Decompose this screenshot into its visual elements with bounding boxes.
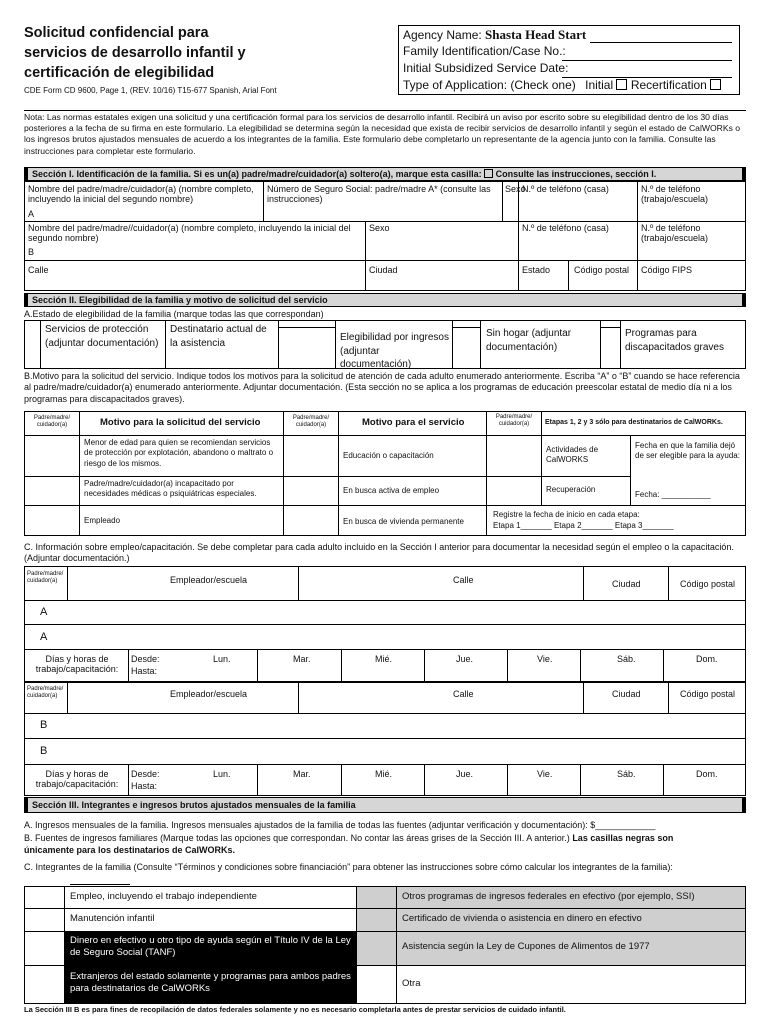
section2-a-label: A.Estado de elegibilidad de la familia (marque todas las que correspondan) <box>24 309 324 319</box>
household-size-field[interactable] <box>70 884 130 885</box>
form-title-line2: servicios de desarrollo infantil y <box>24 45 246 61</box>
form-title-line1: Solicitud confidencial para <box>24 25 209 41</box>
source-state-only[interactable]: Extranjeros del estado solamente y programas para ambos padres para destinatarios de CalWORKs <box>70 971 351 995</box>
reason-seeking-housing[interactable]: En busca de vivienda permanente <box>343 517 464 526</box>
ciudad-label: Ciudad <box>369 265 398 275</box>
application-type-label: Type of Application: (Check one) <box>403 78 576 92</box>
phone-home-label-b: N.º de teléfono (casa) <box>522 223 609 233</box>
zip-label-a: Código postal <box>680 579 736 589</box>
recert-label: Recertification <box>630 78 707 92</box>
section1-heading: Sección I. Identificación de la familia. Si es un(a) padre/madre/cuidador(a) soltero(a), marque esta casilla: Consulte las instrucciones, sección I. <box>24 167 746 181</box>
parent-a-name-label: Nombre del padre/madre/cuidador(a) (nombre completo, incluyendo la inicial del segundo nombre) <box>28 184 254 205</box>
reason-education[interactable]: Educación o capacitación <box>343 451 434 460</box>
section3-b-label: B. Fuentes de ingresos familiares (Marque todas las opciones que correspondan. No contar las áreas grises de la Sección III. A anterior.) Las casillas negras son únicamente para los destinatarios de CalWORKs. <box>24 833 674 855</box>
days-hours-label-a: Días y horas de trabajo/capacitación: <box>35 654 119 675</box>
to-label-b: Hasta: <box>131 781 158 791</box>
sexo-label-b: Sexo <box>369 223 390 233</box>
section2-c-label: C. Información sobre empleo/capacitación. Se debe completar para cada adulto incluido en la Sección I anterior para documentar la necesidad según el empleo o la capacitación. (Adjuntar documentación.) <box>24 542 734 564</box>
col-parent-header-1: Padre/madre/ cuidador(a) <box>33 415 71 428</box>
stage-dates[interactable]: Etapa 1_______ Etapa 2_______ Etapa 3_______ <box>493 521 674 530</box>
section2-b-label: B.Motivo para la solicitud del servicio. Indique todos los motivos para la solicitud de atención de cada adulto enumerado anteriormente. Escriba “A” o “B” cuando se hace referencia al padre/madre/cuidador(a) enumerado anteriormente. Adjuntar documentación. (Esta sección no se aplica a los programas de educación preescolar estatal de medio día ni a los programas para discapacitados graves). <box>24 371 740 404</box>
col-motivo-header-2: Motivo para el servicio <box>362 417 465 428</box>
day-wed-a: Mié. <box>375 654 393 664</box>
section3-c-label: C. Integrantes de la familia (Consulte “Términos y condiciones sobre financiación” para obtener las instrucciones sobre cómo calcular los integrantes de la familia): <box>24 862 673 872</box>
date-left-aid-field[interactable]: Fecha: ___________ <box>635 490 711 499</box>
phone-work-label-a: N.º de teléfono (trabajo/escuela) <box>641 184 709 205</box>
calworks-activities[interactable]: Actividades de CalWORKS <box>546 445 599 465</box>
section2-heading: Sección II. Elegibilidad de la familia y motivo de solicitud del servicio <box>24 293 746 307</box>
section3-heading: Sección III. Integrantes e ingresos brutos ajustados mensuales de la familia <box>24 797 746 813</box>
day-sat-a: Sáb. <box>617 654 636 664</box>
option-income-eligible[interactable]: Elegibilidad por ingresos (adjuntar documentación) <box>340 332 449 370</box>
day-mon-a: Lun. <box>213 654 231 664</box>
agency-label: Agency Name: <box>403 28 482 42</box>
employment-letter-b1: B <box>40 719 48 731</box>
parent-b-name-label: Nombre del padre/madre//cuidador(a) (nombre completo, incluyendo la inicial del segundo nombre) <box>28 223 351 244</box>
initial-checkbox[interactable] <box>616 79 627 90</box>
option-protective-services[interactable]: Servicios de protección (adjuntar documentación) <box>45 324 159 349</box>
option-current-aid[interactable]: Destinatario actual de la asistencia <box>170 324 267 349</box>
estado-label: Estado <box>522 265 551 275</box>
source-tanf[interactable]: Dinero en efectivo u otro tipo de ayuda según el Título IV de la Ley de Seguro Social (TANF) <box>70 935 351 959</box>
source-other[interactable]: Otra <box>402 978 421 989</box>
to-label-a: Hasta: <box>131 666 158 676</box>
nota-text: Nota: Las normas estatales exigen una solicitud y una certificación formal para los servicios de desarrollo infantil. Recibirá un aviso por escrito sobre su elegibilidad dentro de los 30 días posteriores a la fecha de su firma en este formulario. La elegibilidad se determina según la necesidad que exista de recibir servicios de desarrollo infantil y según el estado de CalWORKs o los ingresos brutos ajustados mensuales de acuerdo a los integrantes de la familia. Este formulario debe completarlo un representante de la agencia junto con la familia. Consulte las instrucciones para completar este formulario. <box>24 112 741 156</box>
day-sun-a: Dom. <box>696 654 718 664</box>
phone-work-label-b: N.º de teléfono (trabajo/escuela) <box>641 223 709 244</box>
col-stages-header: Etapas 1, 2 y 3 sólo para destinatarios de CalWORKs. <box>545 419 723 426</box>
employer-label-b: Empleador/escuela <box>170 689 248 699</box>
street-label-b: Calle <box>453 689 474 699</box>
ssn-label: Número de Seguro Social: padre/madre A* (consulte las instrucciones) <box>267 184 491 205</box>
parent-a-letter: A <box>28 209 35 219</box>
from-label-a: Desde: <box>131 654 160 664</box>
single-parent-checkbox[interactable] <box>484 169 493 178</box>
day-tue-b: Mar. <box>293 769 311 779</box>
employment-letter-b2: B <box>40 745 48 757</box>
employment-letter-a1: A <box>40 606 48 618</box>
reason-protective[interactable]: Menor de edad para quien se recomiendan servicios de protección por explotación, abandono o maltrato o riesgo de los mismos. <box>84 438 274 468</box>
employer-label-a: Empleador/escuela <box>170 575 248 585</box>
agency-value[interactable]: Shasta Head Start <box>485 27 587 42</box>
day-fri-b: Vie. <box>537 769 553 779</box>
section3-a-label[interactable]: A. Ingresos mensuales de la familia. Ingresos mensuales ajustados de la familia de todas las fuentes (adjuntar verificación y documentación): $____________ <box>24 820 656 830</box>
calle-label: Calle <box>28 265 49 275</box>
source-food-stamps[interactable]: Asistencia según la Ley de Cupones de Alimentos de 1977 <box>402 941 650 952</box>
col-motivo-header-1: Motivo para la solicitud del servicio <box>100 417 261 428</box>
family-id-field[interactable] <box>562 60 732 61</box>
day-thu-b: Jue. <box>456 769 474 779</box>
col-parent-header-2: Padre/madre/ cuidador(a) <box>292 415 330 428</box>
day-fri-a: Vie. <box>537 654 553 664</box>
emp-parent-header-a: Padre/madre/ cuidador(a) <box>27 571 64 584</box>
codigo-fips-label: Código FIPS <box>641 265 693 275</box>
city-label-a: Ciudad <box>612 579 641 589</box>
source-federal-cash[interactable]: Otros programas de ingresos federales en efectivo (por ejemplo, SSI) <box>402 891 695 902</box>
city-label-b: Ciudad <box>612 689 641 699</box>
recert-checkbox[interactable] <box>710 79 721 90</box>
initial-label: Initial <box>585 78 614 92</box>
parent-b-letter: B <box>28 247 35 257</box>
col-parent-header-3: Padre/madre/ cuidador(a) <box>495 414 533 427</box>
stage-register-label: Registre la fecha de inicio en cada etapa: <box>493 510 640 519</box>
form-id: CDE Form CD 9600, Page 1, (REV. 10/16) T15-677 Spanish, Arial Font <box>24 86 277 95</box>
family-id-label: Family Identification/Case No.: <box>403 44 566 58</box>
source-child-support[interactable]: Manutención infantil <box>70 913 155 924</box>
from-label-b: Desde: <box>131 769 160 779</box>
codigo-postal-label: Código postal <box>574 265 630 275</box>
day-thu-a: Jue. <box>456 654 474 664</box>
option-severely-handicapped[interactable]: Programas para discapacitados graves <box>625 328 724 353</box>
sexo-label-a: Sexo <box>505 184 526 194</box>
phone-home-label-a: N.º de teléfono (casa) <box>522 184 609 194</box>
source-employment[interactable]: Empleo, incluyendo el trabajo independiente <box>70 891 257 902</box>
street-label-a: Calle <box>453 575 474 585</box>
day-tue-a: Mar. <box>293 654 311 664</box>
employment-letter-a2: A <box>40 631 48 643</box>
form-title-line3: certificación de elegibilidad <box>24 65 215 81</box>
emp-parent-header-b: Padre/madre/ cuidador(a) <box>27 686 64 699</box>
reason-employed[interactable]: Empleado <box>84 516 121 525</box>
day-sun-b: Dom. <box>696 769 718 779</box>
service-date-label: Initial Subsidized Service Date: <box>403 61 569 75</box>
source-housing[interactable]: Certificado de vivienda o asistencia en dinero en efectivo <box>402 913 642 924</box>
day-wed-b: Mié. <box>375 769 393 779</box>
section3-footer: La Sección III B es para fines de recopilación de datos federales solamente y no es necesario completarla antes de prestar servicios de cuidado infantil. <box>24 1005 566 1014</box>
days-hours-label-b: Días y horas de trabajo/capacitación: <box>35 769 119 790</box>
reason-incapacitated[interactable]: Padre/madre/cuidador(a) incapacitado por necesidades médicas o psiquiátricas especiales. <box>84 479 257 499</box>
zip-label-b: Código postal <box>680 689 736 699</box>
option-homeless[interactable]: Sin hogar (adjuntar documentación) <box>486 328 572 353</box>
date-left-aid: Fecha en que la familia dejó de ser elegible para la ayuda: <box>635 441 740 461</box>
day-sat-b: Sáb. <box>617 769 636 779</box>
recuperacion[interactable]: Recuperación <box>546 485 596 494</box>
reason-seeking-employment[interactable]: En busca activa de empleo <box>343 486 440 495</box>
day-mon-b: Lun. <box>213 769 231 779</box>
